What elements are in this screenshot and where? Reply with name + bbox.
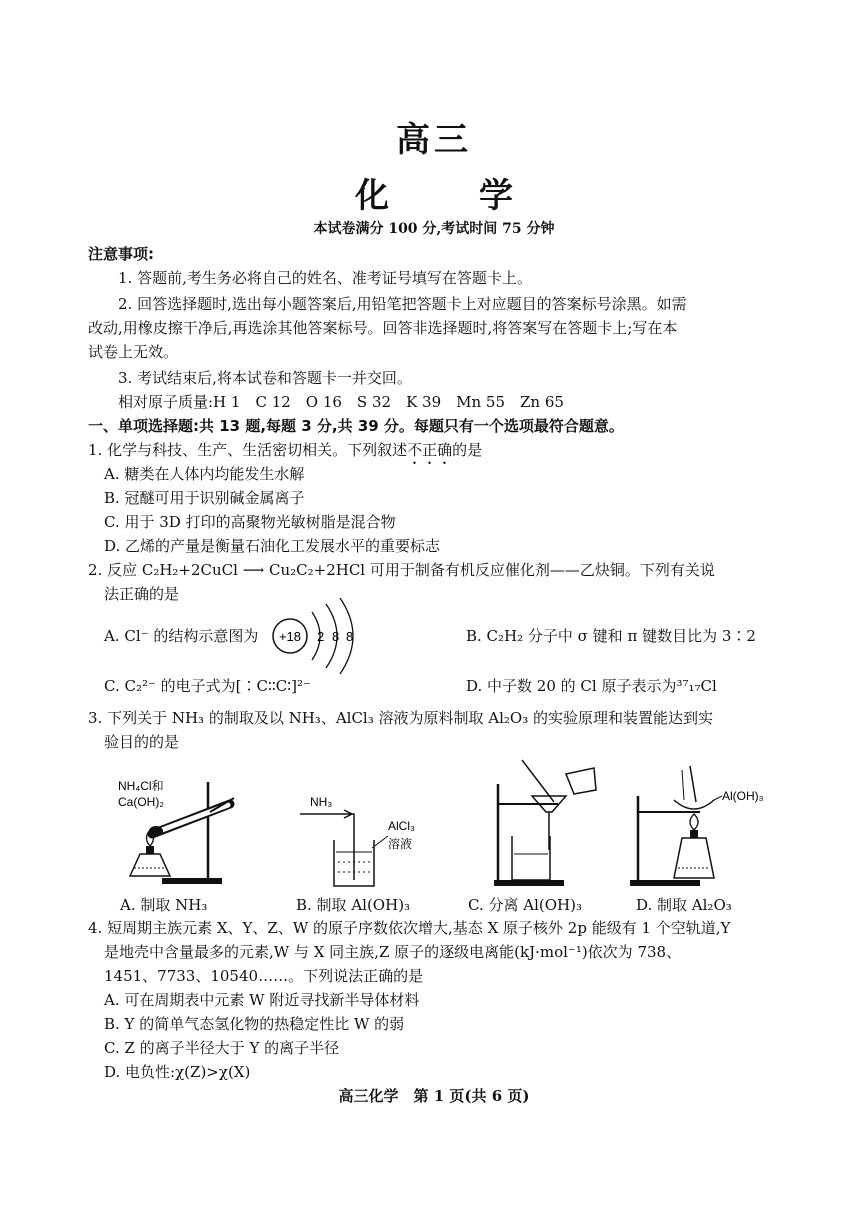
- aloh3-label: Al(OH)₃: [722, 789, 764, 803]
- stand-base: [630, 880, 700, 886]
- apparatus-a-caption: A. 制取 NH₃: [120, 896, 208, 914]
- question-2-stem-cont: 法正确的是: [104, 585, 180, 603]
- stand-base: [162, 878, 222, 884]
- flame: [690, 814, 698, 830]
- question-3-stem-cont: 验目的的是: [104, 733, 180, 751]
- notice-item-3: 3. 考试结束后,将本试卷和答题卡一并交回。: [118, 369, 412, 387]
- question-2-option-a: A. Cl⁻ 的结构示意图为: [104, 627, 259, 645]
- question-1-option-a: A. 糖类在人体内均能发生水解: [104, 465, 305, 483]
- question-4-option-c: C. Z 的离子半径大于 Y 的离子半径: [104, 1039, 340, 1057]
- question-2-option-c: C. C₂²⁻ 的电子式为[∶C∶∶C∶]²⁻: [104, 677, 311, 695]
- question-2-stem: 2. 反应 C₂H₂+2CuCl ⟶ Cu₂C₂+2HCl 可用于制备有机反应催化剂——乙炔铜。下列有关说: [88, 561, 715, 579]
- reagent-label-1: NH₄Cl和: [118, 779, 164, 793]
- question-1-option-d: D. 乙烯的产量是衡量石油化工发展水平的重要标志: [104, 537, 441, 555]
- reagent-label-2: Ca(OH)₂: [118, 795, 164, 809]
- question-4-option-a: A. 可在周期表中元素 W 附近寻找新半导体材料: [104, 991, 420, 1009]
- page-footer: 高三化学 第 1 页(共 6 页): [338, 1087, 530, 1105]
- question-1-stem-end: 的是: [452, 441, 483, 459]
- exam-grade-title: 高三: [396, 120, 472, 160]
- question-1-stem-start: 1. 化学与科技、生产、生活密切相关。下列叙述: [88, 441, 408, 459]
- shell-electrons-1: 2: [317, 629, 325, 644]
- apparatus-c-filtration: [474, 754, 604, 890]
- apparatus-b-hydroxide-prep: [300, 790, 440, 890]
- notice-item-2-end: 试卷上无效。: [88, 343, 179, 361]
- question-3-stem: 3. 下列关于 NH₃ 的制取及以 NH₃、AlCl₃ 溶液为原料制取 Al₂O₃ 的实验原理和装置能达到实: [88, 709, 714, 727]
- question-4-option-d: D. 电负性:χ(Z)>χ(X): [104, 1063, 251, 1081]
- label-pointer: [714, 796, 722, 800]
- notice-heading: 注意事项:: [88, 245, 154, 263]
- atomic-mass-line: 相对原子质量:H 1 C 12 O 16 S 32 K 39 Mn 55 Zn 65: [118, 393, 564, 411]
- question-2-option-b: B. C₂H₂ 分子中 σ 键和 π 键数目比为 3∶2: [466, 627, 756, 645]
- section-heading: 一、单项选择题:共 13 题,每题 3 分,共 39 分。每题只有一个选项最符合题意。: [88, 417, 624, 435]
- apparatus-b-caption: B. 制取 Al(OH)₃: [296, 896, 411, 914]
- ammonia-label: NH₃: [310, 795, 333, 809]
- notice-item-2-cont: 改动,用橡皮擦干净后,再选涂其他答案标号。回答非选择题时,将答案写在答题卡上;写在本: [88, 319, 678, 337]
- pouring-beaker: [566, 768, 596, 794]
- question-2-option-d: D. 中子数 20 的 Cl 原子表示为³⁷₁₇Cl: [466, 677, 717, 695]
- question-1-option-c: C. 用于 3D 打印的高聚物光敏树脂是混合物: [104, 513, 396, 531]
- receiving-beaker: [512, 836, 550, 880]
- solution-label: 溶液: [388, 837, 413, 851]
- alcohol-lamp: [674, 838, 714, 878]
- exam-subject-title: 化 学: [355, 176, 541, 216]
- question-4-stem-2: 是地壳中含量最多的元素,W 与 X 同主族,Z 原子的逐级电离能(kJ·mol⁻¹)依次为 738、: [104, 943, 682, 961]
- question-1-emphasis: 不正确: [407, 441, 453, 459]
- apparatus-a-ammonia-prep: [112, 768, 242, 890]
- steam-line: [682, 770, 684, 800]
- question-4-stem-3: 1451、7733、10540……。下列说法正确的是: [104, 967, 424, 985]
- apparatus-d-ignition: [620, 760, 770, 890]
- glass-rod: [690, 766, 696, 802]
- notice-item-1: 1. 答题前,考生务必将自己的姓名、准考证号填写在答题卡上。: [118, 269, 532, 287]
- shell-electrons-2: 8: [332, 629, 340, 644]
- nucleus-charge: +18: [278, 629, 302, 644]
- alcl3-label: AlCl₃: [388, 819, 415, 833]
- delivery-tube: [352, 814, 354, 880]
- chloride-ion-structure-diagram: [268, 596, 368, 676]
- notice-item-2: 2. 回答选择题时,选出每小题答案后,用铅笔把答题卡上对应题目的答案标号涂黑。如需: [118, 295, 687, 313]
- test-tube-inner: [154, 805, 228, 833]
- stand-base: [494, 880, 564, 886]
- question-4-stem-1: 4. 短周期主族元素 X、Y、Z、W 的原子序数依次增大,基态 X 原子核外 2p 能级有 1 个空轨道,Y: [88, 919, 731, 937]
- exam-subtitle: 本试卷满分 100 分,考试时间 75 分钟: [313, 221, 555, 237]
- evaporating-dish: [674, 800, 714, 809]
- question-4-option-b: B. Y 的简单气态氢化物的热稳定性比 W 的弱: [104, 1015, 405, 1033]
- alcohol-lamp: [130, 854, 170, 876]
- apparatus-c-caption: C. 分离 Al(OH)₃: [468, 896, 582, 914]
- shell-electrons-3: 8: [346, 629, 354, 644]
- lamp-wick: [690, 830, 698, 838]
- apparatus-d-caption: D. 制取 Al₂O₃: [636, 896, 732, 914]
- lamp-wick: [146, 846, 154, 854]
- question-1-option-b: B. 冠醚可用于识别碱金属离子: [104, 489, 305, 507]
